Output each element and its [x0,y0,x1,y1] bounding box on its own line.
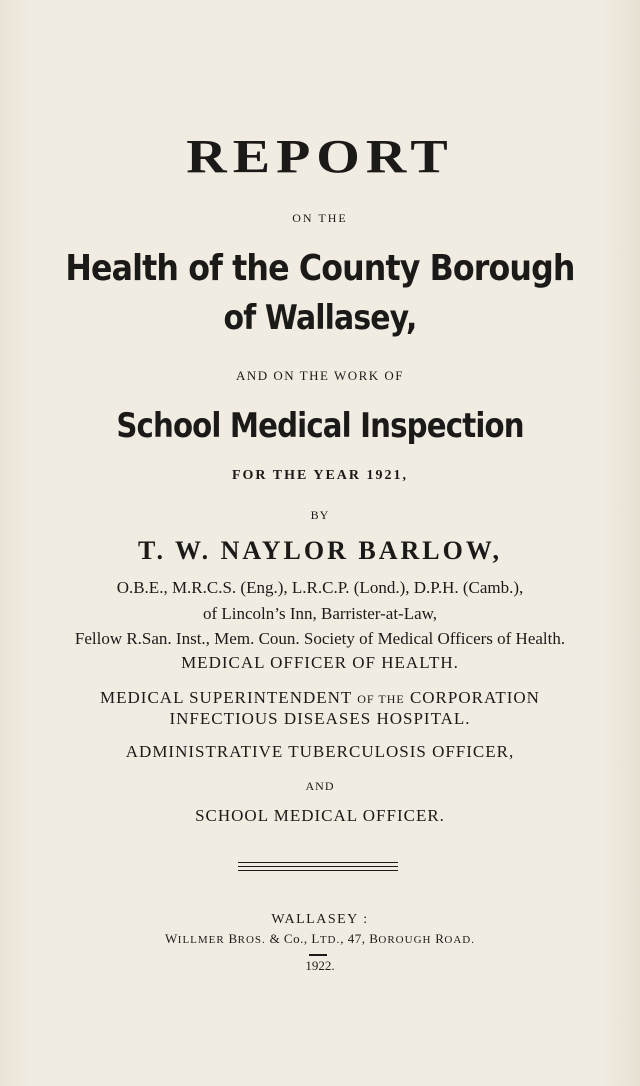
qualifications-line1: O.B.E., M.R.C.S. (Eng.), L.R.C.P. (Lond.), D.P.H. (Camb.), [116,578,524,597]
and-on-work-text: AND ON THE WORK OF [235,368,405,383]
report-title: REPORT [186,130,454,184]
divider-rule-top [238,862,398,863]
printer-part-l: OAD. [444,934,475,946]
school-inspection-heading: School Medical Inspection [116,406,524,446]
printer-part-i: B [369,931,379,946]
printer-line [0,931,640,947]
role-superintendent-a: MEDICAL SUPERINTENDENT [100,688,358,707]
role-tuberculosis-officer: ADMINISTRATIVE TUBERCULOSIS OFFICER, [125,742,515,761]
role-infectious-hospital: INFECTIOUS DISEASES HOSPITAL. [169,709,471,728]
printer-part-e: & Co., [265,931,312,946]
printer-part-c: B [228,931,238,946]
printer-part-b: ILLMER [177,934,229,946]
printer-part-k: R [435,931,445,946]
qualifications-line2: of Lincoln’s Inn, Barrister-at-Law, [202,604,438,623]
printer-part-g: TD. [319,934,341,946]
health-heading-line2: of Wallasey, [223,298,417,338]
health-heading-line1: Health of the County Borough [65,248,575,289]
author-name: T. W. NAYLOR BARLOW, [138,536,502,565]
printer-part-d: ROS. [237,934,266,946]
divider-rule-middle [238,866,398,867]
printer-part-a: W [165,931,178,946]
role-superintendent [0,688,640,708]
qualifications-line3: Fellow R.San. Inst., Mem. Coun. Society of Medical Officers of Health. [74,629,566,648]
role-superintendent-c: CORPORATION [404,688,540,707]
divider-rule-bottom [238,870,398,871]
role-superintendent-b: OF THE [357,692,405,706]
printer-part-f: L [311,931,320,946]
by-text: BY [310,508,330,522]
publication-year: 1922. [305,958,335,973]
year-line: FOR THE YEAR 1921, [231,468,408,483]
printer-part-h: , 47, [340,931,370,946]
and-text: AND [305,779,335,793]
year-dash [309,954,327,956]
place-text: WALLASEY : [271,912,369,927]
printer-part-j: OROUGH [378,934,436,946]
on-the-text: ON THE [292,211,348,225]
role-school-medical-officer: SCHOOL MEDICAL OFFICER. [195,806,445,825]
role-medical-officer: MEDICAL OFFICER OF HEALTH. [181,653,459,672]
